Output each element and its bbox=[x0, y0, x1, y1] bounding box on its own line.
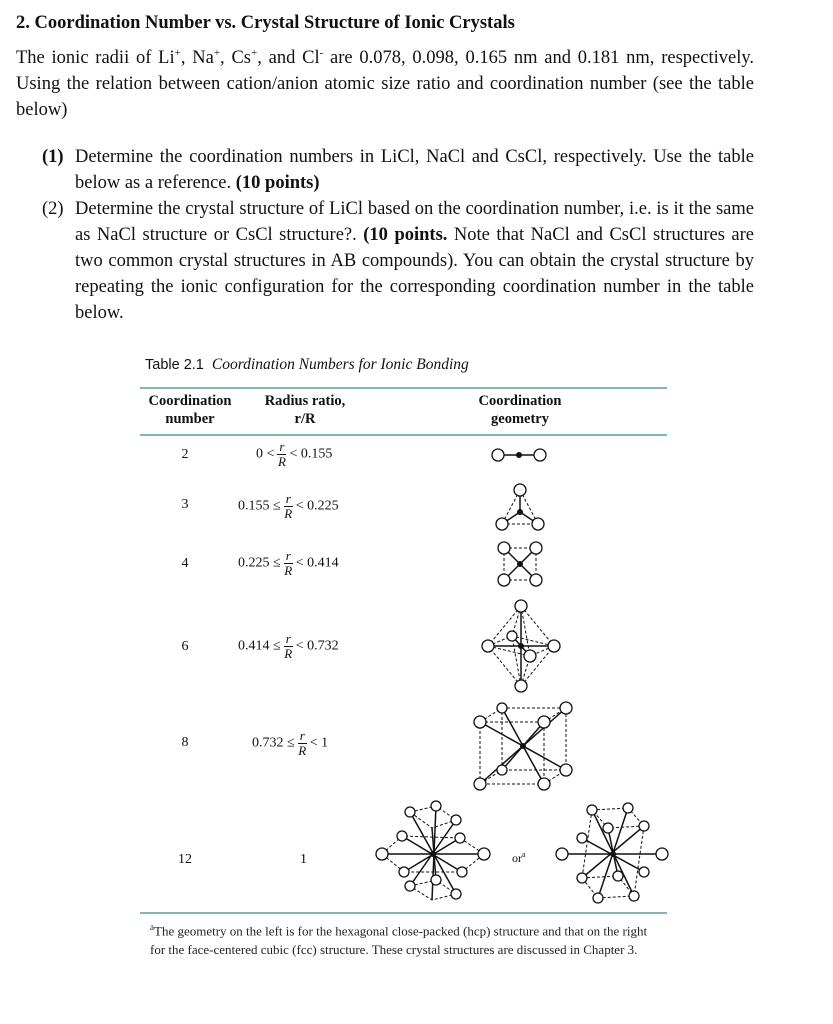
hcp-geometry-icon bbox=[372, 798, 494, 908]
frac-denominator: R bbox=[298, 743, 307, 758]
cn-value: 4 bbox=[181, 556, 189, 571]
ratio-fraction bbox=[277, 440, 286, 469]
frac-denominator: R bbox=[284, 563, 293, 578]
cn-value: 6 bbox=[181, 639, 189, 654]
task-points: (10 points. bbox=[363, 225, 448, 245]
task-body: Determine the crystal structure of LiCl based on the coordination number, i.e. is it the same as NaCl structure or CsCl structure?. bbox=[75, 199, 754, 245]
task-text bbox=[75, 144, 754, 196]
ratio-range bbox=[238, 632, 339, 661]
ratio-lower: 0.414 ≤ bbox=[238, 638, 281, 654]
frac-numerator: r bbox=[279, 439, 285, 454]
table-caption-text: Coordination Numbers for Ionic Bonding bbox=[211, 356, 469, 373]
ratio-fraction bbox=[284, 492, 293, 521]
ratio-fraction bbox=[284, 549, 293, 578]
ratio-upper: < 1 bbox=[309, 735, 329, 751]
intro-text-4: , and Cl bbox=[257, 48, 320, 69]
task-number: (1) bbox=[42, 147, 64, 167]
header-text: Coordination bbox=[478, 393, 562, 409]
ratio-range bbox=[252, 729, 328, 758]
ratio-fraction bbox=[284, 632, 293, 661]
table-footnote bbox=[150, 918, 665, 959]
or-text: or bbox=[512, 851, 522, 865]
intro-text-2: , Na bbox=[180, 48, 214, 69]
trigonal-geometry-icon bbox=[490, 480, 550, 536]
ratio-range bbox=[238, 549, 339, 578]
cn-value: 2 bbox=[181, 447, 189, 462]
ratio-lower: 0.155 ≤ bbox=[238, 498, 281, 514]
intro-text-5: are 0.078, 0.098, 0.165 nm and 0.181 nm, respectively. Using the relation between cation/anion atomic size ratio and coordination number (see the table below) bbox=[16, 48, 755, 121]
ratio-upper: < 0.414 bbox=[295, 555, 339, 571]
frac-numerator: r bbox=[285, 631, 291, 646]
ratio-lower: 0 < bbox=[256, 446, 275, 462]
or-label bbox=[512, 850, 526, 866]
ratio-lower: 0.732 ≤ bbox=[252, 735, 295, 751]
header-text: Radius ratio, bbox=[264, 393, 346, 409]
cs-charge: + bbox=[251, 47, 258, 59]
ratio-lower: 0.225 ≤ bbox=[238, 555, 281, 571]
task-number: (2) bbox=[42, 199, 64, 219]
header-text: geometry bbox=[491, 411, 549, 427]
na-charge: + bbox=[213, 47, 221, 59]
table-header-rule bbox=[140, 434, 667, 436]
header-text: r/R bbox=[294, 411, 316, 427]
task-body: Determine the coordination numbers in LiCl, NaCl and CsCl, respectively. Use the table below as a reference. bbox=[75, 147, 754, 193]
intro-text-3: , Cs bbox=[220, 48, 251, 69]
ratio-upper: < 0.155 bbox=[289, 446, 333, 462]
table-top-rule bbox=[140, 387, 667, 389]
ratio-fraction bbox=[298, 729, 307, 758]
header-text: Coordination bbox=[148, 393, 232, 409]
or-footnote-mark: a bbox=[522, 850, 526, 859]
question-title: 2. Coordination Number vs. Crystal Structure of Ionic Crystals bbox=[16, 13, 515, 33]
li-charge: + bbox=[174, 47, 181, 59]
header-coordination-number bbox=[140, 392, 240, 428]
header-radius-ratio bbox=[250, 392, 360, 428]
footnote-mark: a bbox=[150, 922, 154, 932]
intro-text-1: The ionic radii of Li bbox=[16, 48, 175, 69]
task-note: Note that NaCl and CsCl structures are two common crystal structures in AB compounds). You can obtain the crystal structure by repeating the ionic configuration for the corresponding coordination number in the table below. bbox=[75, 225, 754, 323]
task-points: (10 points) bbox=[235, 173, 320, 193]
frac-denominator: R bbox=[277, 454, 286, 469]
ratio-upper: < 0.732 bbox=[295, 638, 339, 654]
frac-denominator: R bbox=[284, 646, 293, 661]
task-list bbox=[42, 144, 754, 326]
frac-numerator: r bbox=[299, 728, 305, 743]
cn-value: 8 bbox=[181, 735, 189, 750]
frac-denominator: R bbox=[284, 506, 293, 521]
fcc-geometry-icon bbox=[552, 798, 672, 908]
cn-value: 12 bbox=[178, 852, 192, 867]
frac-numerator: r bbox=[285, 491, 291, 506]
cl-charge: - bbox=[319, 47, 324, 59]
task-2 bbox=[42, 196, 754, 326]
ratio-range bbox=[238, 492, 339, 521]
ratio-range bbox=[256, 440, 332, 469]
octahedral-geometry-icon bbox=[478, 598, 564, 694]
ratio-upper: < 0.225 bbox=[295, 498, 339, 514]
table-caption bbox=[145, 356, 469, 374]
task-text bbox=[75, 196, 754, 326]
header-text: number bbox=[165, 411, 215, 427]
tetrahedral-geometry-icon bbox=[494, 538, 546, 590]
linear-geometry-icon bbox=[490, 446, 550, 464]
table-bottom-rule bbox=[140, 912, 667, 914]
cn-value: 3 bbox=[181, 497, 189, 512]
footnote-text: The geometry on the left is for the hexagonal close-packed (hcp) structure and that on the right for the face-centered cubic (fcc) structure. These crystal structures are discussed in Chapter 3. bbox=[150, 923, 648, 958]
header-coordination-geometry bbox=[465, 392, 575, 428]
question-intro bbox=[16, 40, 754, 123]
ratio-value: 1 bbox=[300, 852, 307, 867]
cubic-geometry-icon bbox=[470, 700, 574, 792]
frac-numerator: r bbox=[285, 548, 291, 563]
table-label: Table 2.1 bbox=[145, 357, 204, 373]
task-1 bbox=[42, 144, 754, 196]
